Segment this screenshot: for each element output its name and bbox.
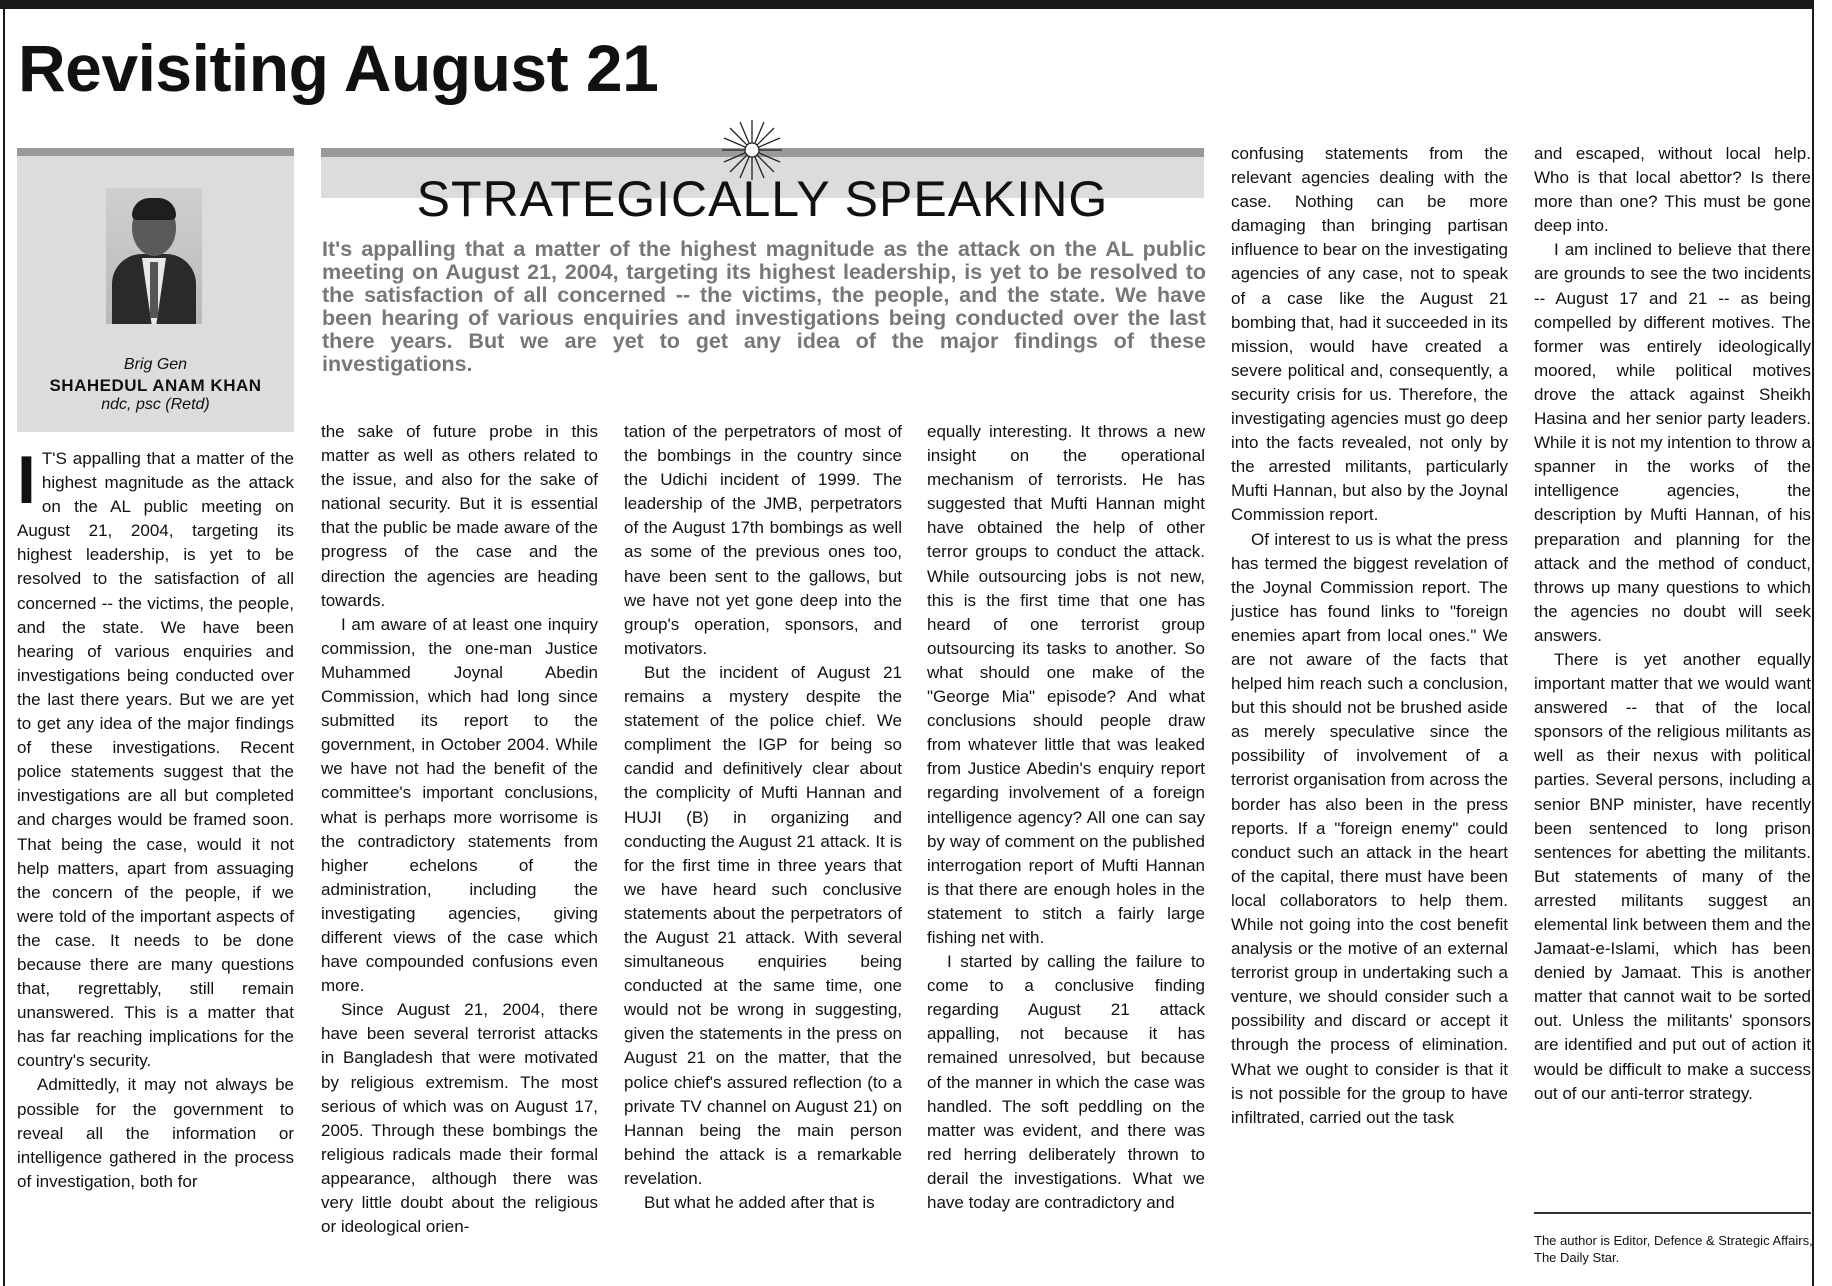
- article-column-2: [321, 420, 598, 1239]
- paragraph: equally interesting. It throws a new insight on the operational mechanism of terrorists. He has suggested that Mufti Hannan might have obtained the help of other terror groups to conduct the attack. While outsourcing jobs is not new, this is the first time that one has heard of one terrorist group outsourcing its tasks to another. So what should one make of the "George Mia" episode? And what conclusions should people draw from whatever little that was leaked from Justice Abedin's enquiry report regarding involvement of a foreign intelligence agency? All one can say by way of comment on the published interrogation report of Mufti Hannan is that there are enough holes in the statement to stitch a fairly large fishing net with.: [927, 422, 1205, 947]
- paragraph: Since August 21, 2004, there have been several terrorist attacks in Bangladesh that were motivated by religious extremism. The most serious of which was on August 17, 2005. Through these bombings the religious radicals made their formal appearance, although there was very little doubt about the religious or ideological orien-: [321, 1000, 598, 1237]
- article-column-3: [624, 420, 902, 1215]
- drop-cap: I: [17, 442, 36, 518]
- paragraph: the sake of future probe in this matter as well as others related to the issue, and also for the sake of national security. But it is essential that the public be made aware of the progress of the case and the direction the agencies are heading towards.: [321, 422, 598, 610]
- paragraph: But what he added after that is: [644, 1193, 875, 1212]
- paragraph: and escaped, without local help. Who is that local abettor? Is there more than one? This must be gone deep into.: [1534, 144, 1811, 236]
- paragraph: There is yet another equally important matter that we would want answered -- that of the local sponsors of the religious militants as well as their nexus with political parties. Several persons, including a senior BNP minister, have recently been sentenced to long prison sentences for abetting the militants. But statements of many of the arrested militants suggest an elemental link between them and the Jamaat-e-Islami, which has been denied by Jamaat. This is another matter that cannot wait to be sorted out. Unless the militants' sponsors are identified and put out of action it would be difficult to make a success out of our anti-terror strategy.: [1534, 649, 1811, 1103]
- paragraph: Of interest to us is what the press has termed the biggest revelation of the Joynal Commission report. The justice has found links to "foreign enemies apart from local ones." We are not aware of the facts that helped him reach such a conclusion, but this should not be brushed aside as merely speculative since the possibility of involvement of a terrorist organisation from across the border has also been in the press reports. If a "foreign enemy" could conduct such an attack in the heart of the capital, there must have been local collaborators to help them. While not going into the cost benefit analysis or the motive of an external terrorist group in undertaking such a venture, we should consider such a possibility and discard or accept it through the process of elimination. What we ought to consider is that it is not possible for the group to have infiltrated, carried out the task: [1231, 529, 1508, 1127]
- paragraph: Admittedly, it may not always be possible for the government to reveal all the information or intelligence gathered in the process of investigation, both for: [17, 1075, 294, 1191]
- top-rule: [0, 0, 1813, 9]
- paragraph: I started by calling the failure to come to a conclusive finding regarding August 21 attack appalling, not because it has remained unresolved, but because of the manner in which the case was handled. The soft peddling on the matter was evident, and there was red herring deliberately thrown to derail the investigations. What we have today are contradictory and: [927, 952, 1205, 1212]
- paragraph: tation of the perpetrators of most of the bombings in the country since the Udichi incident of 1999. The leadership of the JMB, perpetrators of the August 17th bombings as well as some of the previous ones too, have been sent to the gallows, but we have not yet gone deep into the group's operation, sponsors, and motivators.: [624, 422, 902, 658]
- author-rank: Brig Gen: [123, 356, 188, 373]
- byline-box: [17, 148, 294, 432]
- left-rule: [3, 0, 5, 1286]
- column-title: STRATEGICALLY SPEAKING: [416, 171, 1109, 227]
- article-column-4: [927, 420, 1205, 1215]
- author-name: SHAHEDUL ANAM KHAN: [49, 376, 262, 395]
- article-column-6: [1534, 142, 1811, 1106]
- right-rule: [1812, 0, 1814, 1286]
- byline-top-bar: [17, 148, 294, 156]
- article-column-5: [1231, 142, 1508, 1130]
- paragraph: confusing statements from the relevant agencies dealing with the case. Nothing can be more damaging than bringing partisan influence to bear on the investigating agencies of any case, not to speak of a case like the August 21 bombing that, had it succeeded in its mission, would have created a severe political and, consequently, a security crisis for us. Therefore, the investigating agencies must go deep into the facts revealed, not only by the arrested militants, particularly Mufti Hannan, but also by the Joynal Commission report.: [1231, 144, 1508, 525]
- paragraph: I am inclined to believe that there are grounds to see the two incidents -- August 17 and 21 -- as being compelled by different motives. The former was entirely ideologically moored, while political motives drove the attack against Sheikh Hasina and her senior party leaders. While it is not my intention to throw a spanner in the works of the intelligence agencies, the description by Mufti Hannan, of his preparation and planning for the attack and the method of conduct, throws up many questions to which the agencies no doubt will seek answers.: [1534, 240, 1811, 645]
- end-rule: [1534, 1212, 1811, 1214]
- author-credentials: ndc, psc (Retd): [101, 396, 210, 413]
- author-photo: [106, 188, 202, 324]
- lede-paragraph: It's appalling that a matter of the highest magnitude as the attack on the AL public meeting on August 21, 2004, targeting its highest leadership, is yet to be resolved to the satisfaction of all concerned -- the victims, the people, and the state. We have been hearing of various enquiries and investigations being conducted over the last there years. But we are yet to get any idea of the major findings of these investigations.: [322, 237, 1206, 376]
- paragraph: I am aware of at least one inquiry commission, the one-man Justice Muhammed Joynal Abedin Commission, which had long since submitted its report to the government, in October 2004. While we have not had the benefit of the committee's important conclusions, what is perhaps more worrisome is the contradictory statements from higher echelons of the administration, including the investigating agencies, giving different views of the case which have compounded confusions even more.: [321, 614, 598, 996]
- paragraph: T'S appalling that a matter of the highest magnitude as the attack on the AL public meeting on August 21, 2004, targeting its highest leadership, is yet to be resolved to the satisfaction of all concerned -- the victims, the people, and the state. We have been hearing of various enquiries and investigations being conducted over the last there years. But we are yet to get any idea of the major findings of these investigations. Recent police statements suggest that the investigations are all but completed and charges would be framed soon. That being the case, would it not help matters, apart from assuaging the concern of the people, if we were told of the important aspects of the case. It needs to be done because there are many questions that, regrettably, still remain unanswered. This is a matter that has far reaching implications for the country's security.: [17, 449, 294, 1071]
- paragraph: But the incident of August 21 remains a mystery despite the statement of the police chief. We compliment the IGP for being so candid and definitively clear about the complicity of Mufti Hannan and HUJI (B) in organizing and conducting the August 21 attack. It is for the first time in three years that we have heard such conclusive statements about the perpetrators of the August 21 attack. With several simultaneous enquiries being conducted at the same time, one would not be wrong in suggesting, given the statements in the press on August 21 on the matter, that the police chief's assured reflection (to a private TV channel on August 21) on Hannan being the main person behind the attack is a remarkable revelation.: [624, 662, 902, 1188]
- article-headline: Revisiting August 21: [18, 31, 659, 105]
- author-footnote: The author is Editor, Defence & Strategic Affairs, The Daily Star.: [1534, 1233, 1813, 1265]
- article-column-1: [17, 442, 294, 1194]
